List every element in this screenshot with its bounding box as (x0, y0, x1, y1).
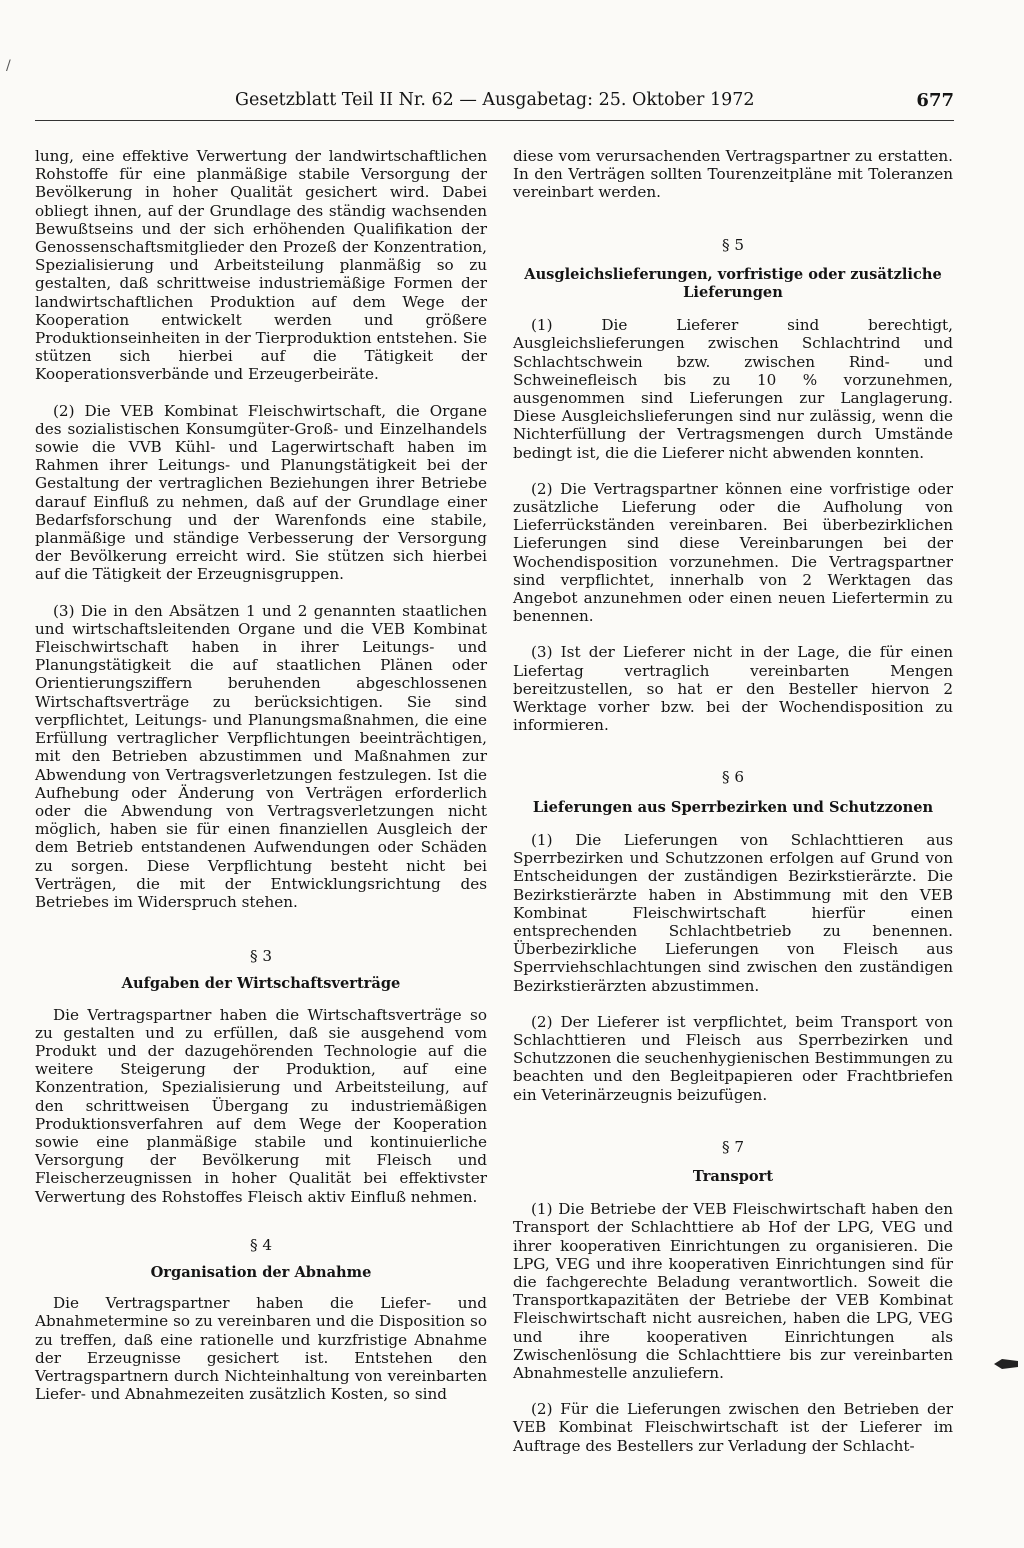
right-column (513, 147, 953, 1455)
section-number: § 4 (249, 1235, 273, 1254)
left-column (35, 147, 487, 1403)
paragraph: diese vom verursachenden Vertragspartner zu erstatten. In den Verträgen sollten Tourenzeitpläne mit Toleranzen vereinbart werden. (513, 147, 953, 202)
paragraph: (3) Ist der Lieferer nicht in der Lage, die für einen Liefertag vertraglich vereinbarten Mengen bereitzustellen, so hat er den Besteller hiervon 2 Werktage vorher bzw. bei der Wochendisposition zu informieren. (513, 643, 953, 735)
paragraph: lung, eine effektive Verwertung der landwirtschaftlichen Rohstoffe für eine planmäßige stabile Versorgung der Bevölkerung in hoher Qualität gesichert wird. Dabei obliegt ihnen, auf der Grundlage des ständig wachsenden Bewußtseins und der sich erhöhenden Qualifikation der Genossenschaftsmitglieder den Prozeß der Konzentration, Spezialisierung und Arbeitsteilung planmäßig so zu gestalten, daß schrittweise industriemäßige Formen der landwirtschaftlichen Produktion auf dem Wege der Kooperation entwickelt werden und größere Produktionseinheiten in der Tierproduktion entstehen. Sie stützen sich hierbei auf die Tätigkeit der Kooperationsverbände und Erzeugerbeiräte. (35, 147, 487, 384)
paragraph: (3) Die in den Absätzen 1 und 2 genannten staatlichen und wirtschaftsleitenden Organe und die VEB Kombinat Fleischwirtschaft haben in ihrer Leitungs- und Planungstätigkeit die auf staatlichen Plänen oder Orientierungsziffern beruhenden abgeschlossenen Wirtschaftsverträge zu berücksichtigen. Sie sind verpflichtet, Leitungs- und Planungsmaßnahmen, die eine Erfüllung vertraglicher Verpflichtungen beeinträchtigen, mit den Betrieben abzustimmen und Maßnahmen zur Abwendung von Vertragsverletzungen festzulegen. Ist die Aufhebung oder Änderung von Verträgen erforderlich oder die Abwendung von Vertragsverletzungen nicht möglich, haben sie für einen finanziellen Ausgleich der dem Betrieb entstandenen Aufwendungen oder Schäden zu sorgen. Diese Verpflichtung besteht nicht bei Verträgen, die mit der Entwicklungsrichtung des Betriebes im Widerspruch stehen. (35, 601, 487, 911)
paragraph: (1) Die Lieferer sind berechtigt, Ausgleichslieferungen zwischen Schlachtrind und Schlachtschwein bzw. zwischen Rind- und Schweinefleisch bis zu 10 % vorzunehmen, ausgenommen sind Lieferungen zur Langlagerung. Diese Ausgleichslieferungen sind nur zulässig, wenn die Nichterfüllung der Vertragsmengen durch Umstände bedingt ist, die die Lieferer nicht abwenden konnten. (513, 316, 953, 462)
page-turn-arrow-icon (994, 1358, 1018, 1370)
section-number: § 7 (721, 1137, 745, 1156)
paragraph: (1) Die Lieferungen von Schlachttieren aus Sperrbezirken und Schutzzonen erfolgen auf Grund von Entscheidungen der zuständigen Bezirkstierärzte. Die Bezirkstierärzte haben in Abstimmung mit den VEB Kombinat Fleischwirtschaft hierfür einen entsprechenden Schlachtbetrieb zu benennen. Überbezirkliche Lieferungen von Fleisch aus Sperrviehschlachtungen sind zwischen den zuständigen Bezirkstierärzten abzustimmen. (513, 830, 953, 995)
paragraph: (2) Die Vertragspartner können eine vorfristige oder zusätzliche Lieferung oder die Aufholung von Lieferrückständen vereinbaren. Bei überbezirklichen Lieferungen sind diese Vereinbarungen bei der Wochendisposition vorzunehmen. Die Vertragspartner sind verpflichtet, innerhalb von 2 Werktagen das Angebot anzunehmen oder einen neuen Liefertermin zu benennen. (513, 479, 953, 626)
section-title: Organisation der Abnahme (150, 1263, 372, 1281)
page-number: 677 (916, 90, 954, 111)
section-number: § 3 (249, 947, 273, 966)
section-title: Ausgleichslieferungen, vorfristige oder zusätzliche Lieferungen (524, 265, 942, 302)
page-header (35, 86, 954, 121)
header-title: Gesetzblatt Teil II Nr. 62 — Ausgabetag: 25. Oktober 1972 (235, 90, 755, 110)
paragraph: (2) Für die Lieferungen zwischen den Betrieben der VEB Kombinat Fleischwirtschaft ist der Lieferer im Auftrage des Bestellers zur Verladung der Schlacht- (513, 1400, 953, 1455)
section-title: Aufgaben der Wirtschaftsverträge (121, 975, 401, 993)
margin-mark: / (6, 58, 11, 74)
paragraph: Die Vertragspartner haben die Liefer- und Abnahmetermine so zu vereinbaren und die Disposition so zu treffen, daß eine rationelle und kurzfristige Abnahme der Erzeugnisse gesichert ist. Entstehen den Vertragspartnern durch Nichteinhaltung von vereinbarten Liefer- und Abnahmezeiten zusätzlich Kosten, so sind (35, 1294, 487, 1404)
section-number: § 5 (721, 235, 745, 254)
section-number: § 6 (721, 768, 745, 787)
paragraph: (2) Die VEB Kombinat Fleischwirtschaft, die Organe des sozialistischen Konsumgüter-Groß- und Einzelhandels sowie die VVB Kühl- und Lagerwirtschaft haben im Rahmen ihrer Leitungs- und Planungstätigkeit bei der Gestaltung der vertraglichen Beziehungen ihrer Betriebe darauf Einfluß zu nehmen, daß auf der Grundlage einer Bedarfsforschung und der Warenfonds eine stabile, planmäßige und ständige Verbesserung der Versorgung der Bevölkerung erreicht wird. Sie stützen sich hierbei auf die Tätigkeit der Erzeugnisgruppen. (35, 401, 487, 584)
paragraph: (1) Die Betriebe der VEB Fleischwirtschaft haben den Transport der Schlachttiere ab Hof der LPG, VEG und ihrer kooperativen Einrichtungen zu organisieren. Die LPG, VEG und ihre kooperativen Einrichtungen sind für die fachgerechte Beladung verantwortlich. Soweit die Transportkapazitäten der Betriebe der VEB Kombinat Fleischwirtschaft nicht ausreichen, haben die LPG, VEG und ihre kooperativen Einrichtungen als Zwischenlösung die Schlachttiere bis zur vereinbarten Abnahmestelle anzuliefern. (513, 1200, 953, 1382)
paragraph: (2) Der Lieferer ist verpflichtet, beim Transport von Schlachttieren und Fleisch aus Sperrbezirken und Schutzzonen die seuchenhygienischen Bestimmungen zu beachten und den Begleitpapieren oder Frachtbriefen ein Veterinärzeugnis beizufügen. (513, 1012, 953, 1104)
section-title: Transport (692, 1167, 774, 1185)
section-title: Lieferungen aus Sperrbezirken und Schutzzonen (532, 798, 934, 816)
paragraph: Die Vertragspartner haben die Wirtschaftsverträge so zu gestalten und zu erfüllen, daß sie ausgehend vom Produkt und der dazugehörenden Technologie auf die weitere Steigerung der Produktion, auf eine Konzentration, Spezialisierung und Arbeitsteilung, auf den schrittweisen Übergang zu industriemäßigen Produktionsverfahren auf dem Wege der Kooperation sowie eine planmäßige stabile und kontinuierliche Versorgung der Bevölkerung mit Fleisch und Fleischerzeugnissen in hoher Qualität bei effektivster Verwertung des Rohstoffes Fleisch aktiv Einfluß nehmen. (35, 1005, 487, 1206)
